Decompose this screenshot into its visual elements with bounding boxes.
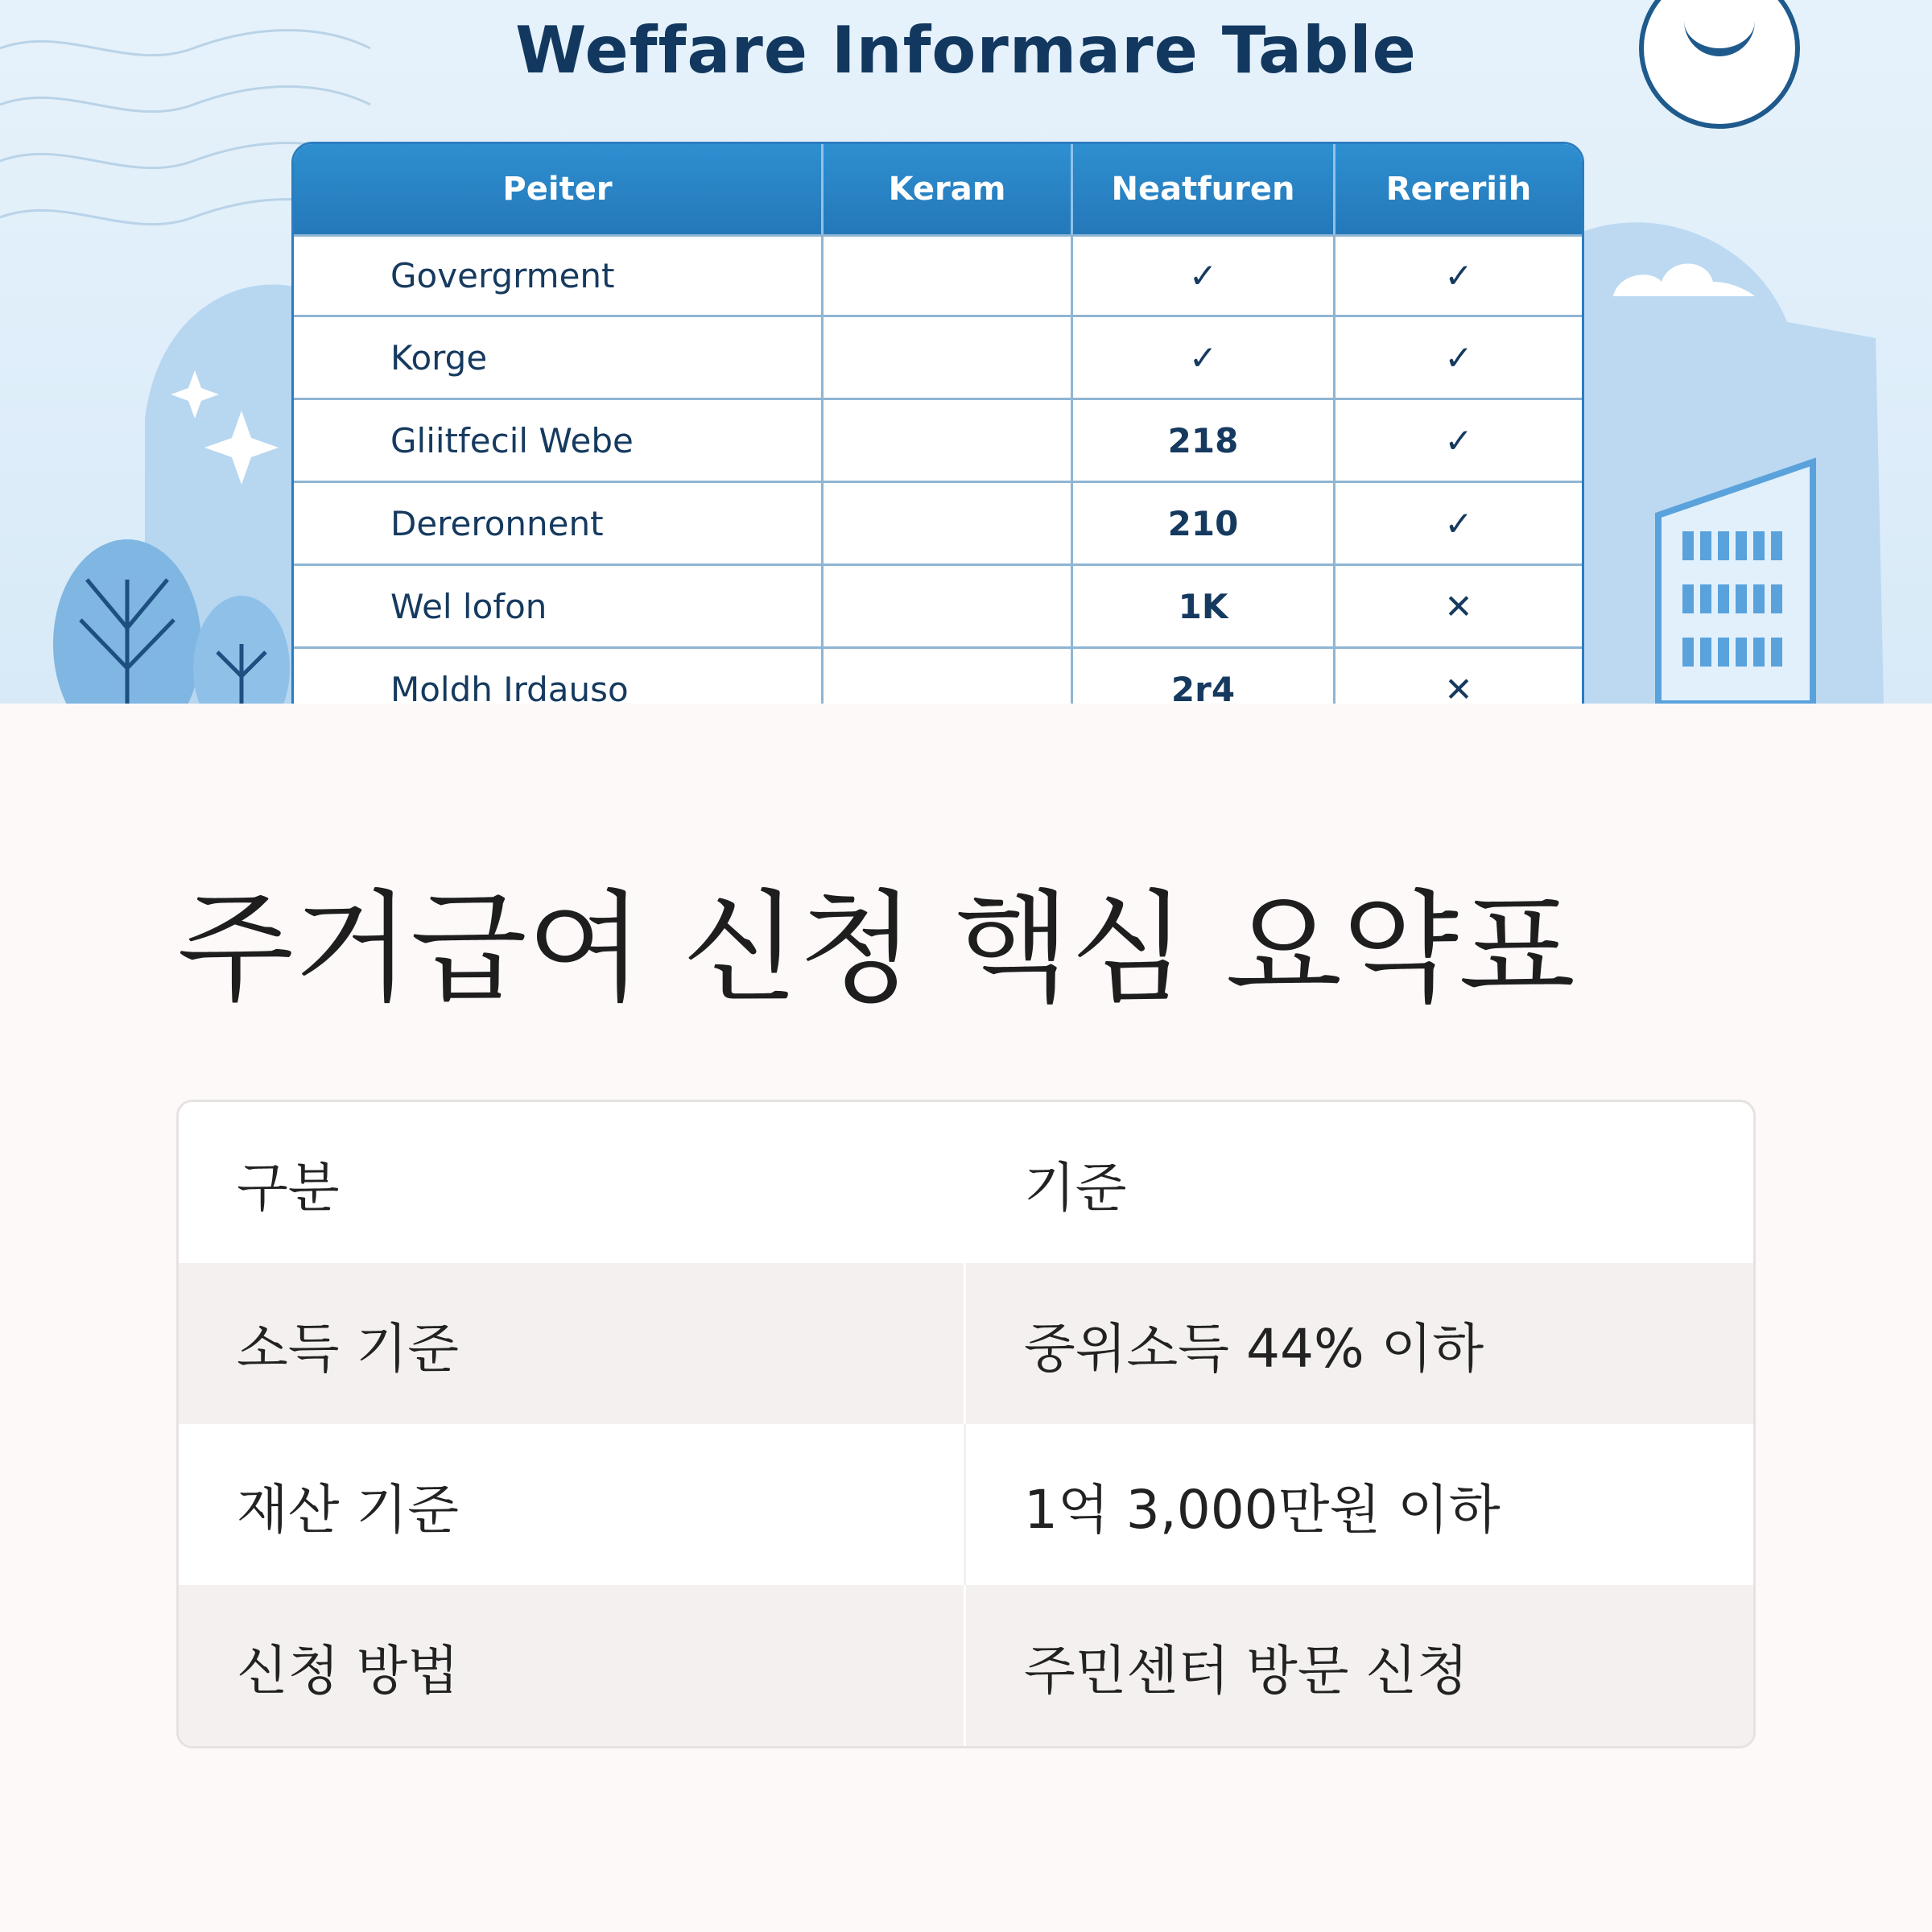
criterion-cell: 1억 3,000만원 이하 [1024,1478,1501,1541]
check-icon: ✓ [1444,337,1473,378]
criterion-cell: 주민센터 방문 신청 [1024,1639,1469,1702]
table-row [294,398,1582,481]
row-name: Gliitfecil Webe [294,400,824,481]
keram-cell [824,237,1073,315]
keram-cell [824,400,1073,481]
check-icon: ✓ [1444,256,1473,295]
row-name: Moldh Irdauso [294,649,824,704]
value-cell: 210 [1073,483,1335,564]
table-row [294,481,1582,564]
category-cell: 소득 기준 [179,1263,966,1424]
check-icon: ✓ [1073,317,1335,398]
table-row [179,1263,1753,1424]
row-name: Dereronnent [294,483,824,564]
check-icon: ✓ [1444,420,1473,460]
check-icon: ✓ [1073,237,1335,315]
row-name: Wel lofon [294,566,824,646]
category-cell: 신청 방법 [179,1585,966,1746]
table-row [294,234,1582,315]
table-row [179,1585,1753,1746]
category-cell: 재산 기준 [179,1424,966,1585]
table-row [179,1424,1753,1585]
summary-table-header [179,1102,1753,1263]
keram-cell [824,566,1073,646]
welfare-info-table [291,142,1584,704]
column-header: Rereriih [1385,171,1532,208]
column-header: Neatfuren [1073,144,1335,234]
summary-table [176,1100,1756,1748]
welfare-info-table-header [294,144,1582,234]
table-row [294,646,1582,704]
column-header: Peiter [294,144,824,234]
value-cell: 2r4 [1073,649,1335,704]
banner-title: Weffare Informare Table [515,13,1417,88]
welfare-banner-image [0,0,1932,704]
column-header: 기준 [1024,1156,1127,1219]
check-icon: ✓ [1444,503,1473,543]
section-heading: 주거급여 신청 핵심 요약표 [177,879,1575,1019]
keram-cell [824,483,1073,564]
row-name: Govergrment [294,237,824,315]
cross-icon: ✕ [1444,669,1473,704]
keram-cell [824,649,1073,704]
value-cell: 1K [1073,566,1335,646]
keram-cell [824,317,1073,398]
column-header: 구분 [237,1156,340,1219]
column-header: Keram [824,144,1073,234]
row-name: Korge [294,317,824,398]
table-row [294,564,1582,646]
criterion-cell: 중위소득 44% 이하 [1024,1317,1484,1380]
cross-icon: ✕ [1444,586,1473,626]
table-row [294,315,1582,398]
value-cell: 218 [1073,400,1335,481]
